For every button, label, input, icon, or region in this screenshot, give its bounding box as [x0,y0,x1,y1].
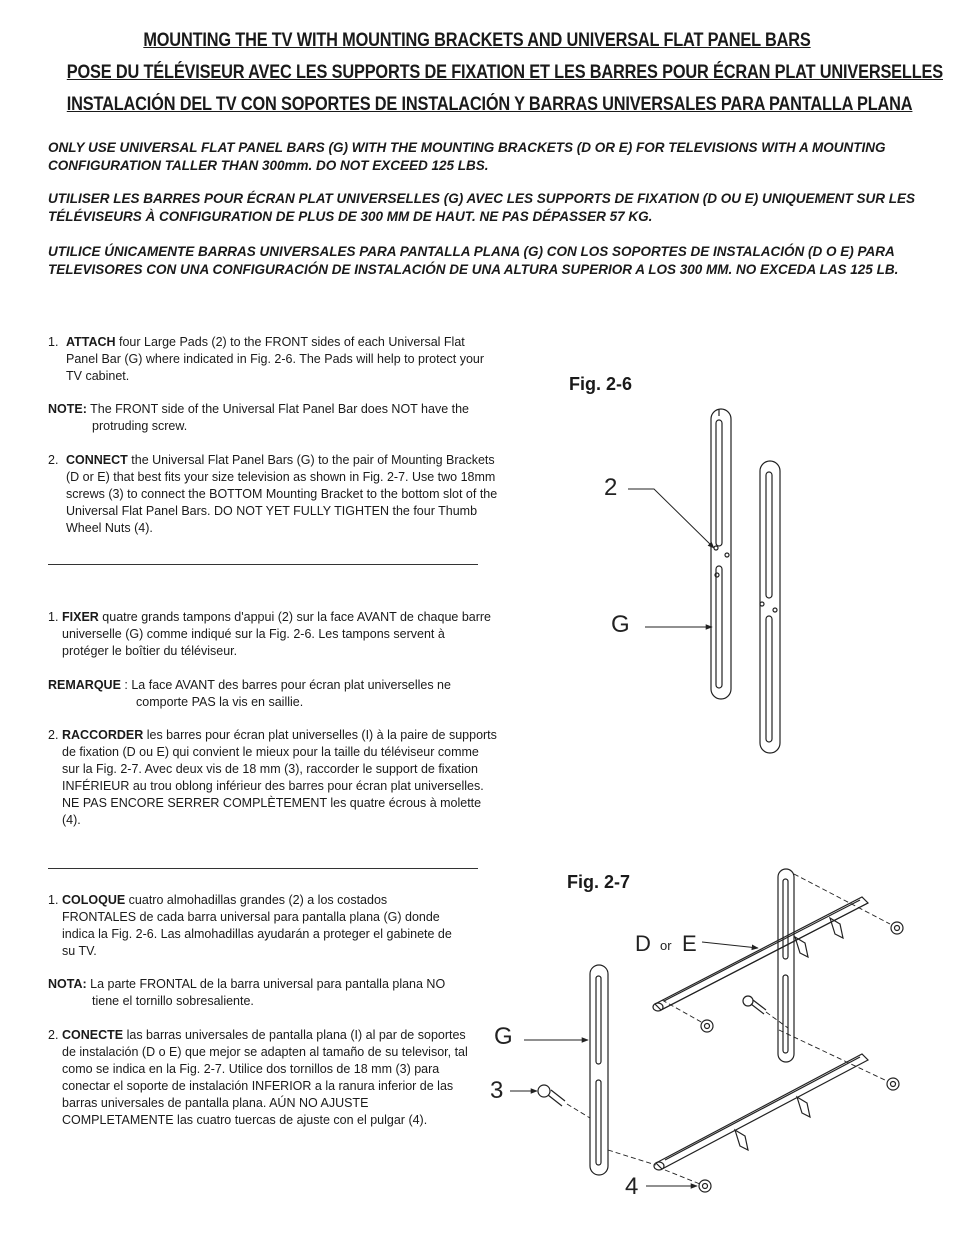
en-step-2-keyword: CONNECT [66,453,128,467]
fr-step-2-keyword: RACCORDER [62,728,144,742]
fig-2-7-thumb-nuts [699,922,903,1192]
fr-note-text: : La face AVANT des barres pour écran plat universelles ne comporte PAS la vis en saillie. [120,678,451,709]
fr-step-2-text: les barres pour écran plat universelles (I) à la paire de supports de fixation (D ou E) qui convient le mieux pour la taille du téléviseur comme sur la Fig. 2-7. Avec deux vis de 18 mm (3), raccorder le support de fixation INFÉRIEUR au trou oblong inférieur des barres pour écran plat universelles. NE PAS ENCORE SERRER COMPLÈTEMENT les quatre écrous à molette (4). [62,728,497,827]
title-french: POSE DU TÉLÉVISEUR AVEC LES SUPPORTS DE FIXATION ET LES BARRES POUR ÉCRAN PLAT UNIVERSELLES [66,62,943,83]
fr-note-keyword: REMARQUE [48,678,121,692]
warning-english: ONLY USE UNIVERSAL FLAT PANEL BARS (G) WITH THE MOUNTING BRACKETS (D OR E) FOR TELEVISIONS WITH A MOUNTING CONFIGURATION TALLER THAN 300mm. DO NOT EXCEED 125 LBS. [48,140,886,173]
es-note-keyword: NOTA: [48,977,87,991]
fig-2-6-callout-pad: 2 [604,474,618,501]
en-step-2-text: the Universal Flat Panel Bars (G) to the pair of Mounting Brackets (D or E) that best fits your size television as shown in Fig. 2-7. Use two 18mm screws (3) to connect the BOTTOM Mounting Bracket to the bottom slot of the Universal Flat Panel Bars. DO NOT YET FULLY TIGHTEN the four Thumb Wheel Nuts (4). [66,453,498,535]
es-step-2-keyword: CONECTE [62,1028,124,1042]
fig-2-7-bracket-upper [653,897,868,1011]
fig-2-7-bar-front [590,965,608,1175]
en-step-1-keyword: ATTACH [66,335,116,349]
fr-step-1-text: quatre grands tampons d'appui (2) sur la face AVANT de chaque barre universelle (G) comme indiqué sur la Fig. 2-6. Les tampons servent à protéger le boîtier du téléviseur. [62,610,492,658]
es-step-1-keyword: COLOQUE [62,893,126,907]
en-step-1-number: 1. [48,335,59,349]
es-step-1-number: 1. [48,893,59,907]
fig-2-7-label: Fig. 2-7 [567,872,631,892]
fig-2-6-bar-front [711,409,731,699]
fig-2-7-screws [538,996,766,1106]
en-note-keyword: NOTE: [48,402,87,416]
fig-2-6-label: Fig. 2-6 [569,374,633,394]
fig-2-7-callout-screw: 3 [490,1077,504,1104]
fig-2-7-callout-or: or [660,938,672,953]
en-step-1-text: four Large Pads (2) to the FRONT sides of each Universal Flat Panel Bar (G) where indicated in Fig. 2-6. The Pads will help to protect your TV cabinet. [66,335,485,383]
fig-2-7-callout-e: E [682,931,697,956]
fig-2-7-callout-nut: 4 [625,1173,639,1200]
fig-2-7-callout-bar: G [494,1023,513,1050]
fig-2-7-bracket-lower [654,1054,868,1170]
fr-step-1-keyword: FIXER [62,610,99,624]
en-note-text: The FRONT side of the Universal Flat Panel Bar does NOT have the protruding screw. [86,402,470,433]
fr-step-2-number: 2. [48,728,59,742]
warning-spanish: UTILICE ÚNICAMENTE BARRAS UNIVERSALES PARA PANTALLA PLANA (G) CON LOS SOPORTES DE INSTALACIÓN (D O E) PARA TELEVISORES CON UNA CONFIGURACIÓN DE INSTALACIÓN DE UNA ALTURA SUPERIOR A LOS 300 MM. NO EXCEDA LAS 125 LB. [48,244,899,277]
es-step-1-text: cuatro almohadillas grandes (2) a los costados FRONTALES de cada barra universal para pantalla plana (G) donde indica la Fig. 2-6. Las almohadillas ayudarán a proteger el gabinete de su TV. [62,893,452,958]
warning-french: UTILISER LES BARRES POUR ÉCRAN PLAT UNIVERSELLES (G) AVEC LES SUPPORTS DE FIXATION (D OU E) UNIQUEMENT SUR LES TÉLÉVISEURS À CONFIGURATION DE PLUS DE 300 MM DE HAUT. NE PAS DÉPASSER 57 KG. [48,191,916,224]
fig-2-6-callout-bar: G [611,611,630,638]
title-spanish: INSTALACIÓN DEL TV CON SOPORTES DE INSTALACIÓN Y BARRAS UNIVERSALES PARA PANTALLA PLANA [66,94,913,115]
fig-2-7-bar-rear [778,869,794,1062]
fig-2-7-leader-bracket [702,942,758,948]
fig-2-6-leader-pad [628,489,714,548]
fig-2-6-bar-back [760,461,780,753]
es-note-text: La parte FRONTAL de la barra universal para pantalla plana NO tiene el tornillo sobresaliente. [86,977,446,1008]
es-step-2-text: las barras universales de pantalla plana (I) al par de soportes de instalación (D o E) que mejor se adapten al tamaño de su televisor, tal como se indica en la Fig. 2-7. Utilice dos tornillos de 18 mm (3) para conectar el soporte de instalación INFERIOR a la ranura inferior de las barras universales de pantalla plana. AÚN NO AJUSTE COMPLETAMENTE las cuatro tuercas de ajuste con el pulgar (4). [62,1028,468,1127]
title-english: MOUNTING THE TV WITH MOUNTING BRACKETS AND UNIVERSAL FLAT PANEL BARS [143,30,811,51]
en-step-2-number: 2. [48,453,59,467]
es-step-2-number: 2. [48,1028,59,1042]
fig-2-7-callout-d: D [635,931,651,956]
fr-step-1-number: 1. [48,610,59,624]
fig-2-7-assembly-lines [567,874,890,1184]
